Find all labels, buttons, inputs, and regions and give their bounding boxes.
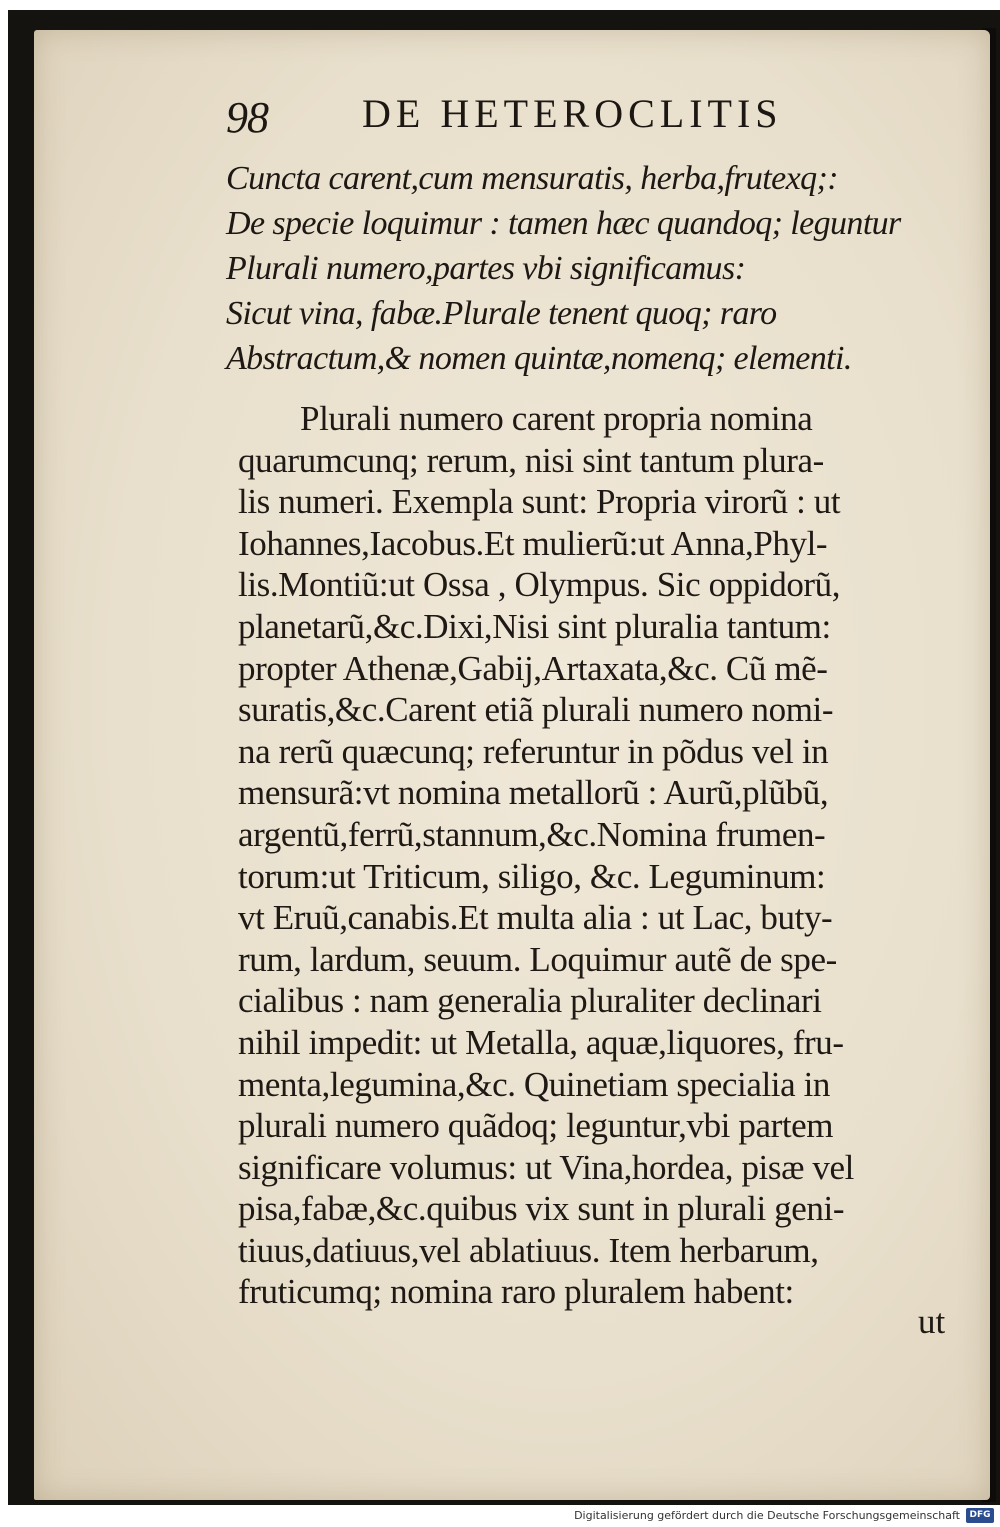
catchword: ut <box>918 1302 946 1341</box>
verse-line: Sicut vina, fabæ.Plurale tenent quoq; raro <box>226 295 777 332</box>
prose-line: quarumcunq; rerum, nisi sint tantum plura- <box>238 440 824 480</box>
prose-line: planetarũ,&c.Dixi,Nisi sint pluralia tantum: <box>238 606 831 646</box>
prose-line: significare volumus: ut Vina,hordea, pisæ vel <box>238 1147 854 1187</box>
dfg-logo-icon: DFG <box>966 1508 994 1523</box>
verse-line: Plurali numero,partes vbi significamus: <box>226 250 746 287</box>
prose-line: suratis,&c.Carent etiã plurali numero nomi- <box>238 690 834 730</box>
prose-line: propter Athenæ,Gabij,Artaxata,&c. Cũ mẽ- <box>238 648 828 688</box>
prose-line: nihil impedit: ut Metalla, aquæ,liquores, fru- <box>238 1022 844 1062</box>
page-title: DE HETEROCLITIS <box>362 91 783 136</box>
prose-line: lis.Montiũ:ut Ossa , Olympus. Sic oppidorũ, <box>238 565 841 605</box>
page-number: 98 <box>226 93 268 142</box>
prose-line: cialibus : nam generalia pluraliter declinari <box>238 981 822 1021</box>
prose-line: torum:ut Triticum, siligo, &c. Leguminum: <box>238 856 826 896</box>
prose-line: Iohannes,Iacobus.Et mulierũ:ut Anna,Phyl- <box>238 523 828 563</box>
verse-line: Cuncta carent,cum mensuratis, herba,frutexq;: <box>226 160 838 197</box>
prose-line: plurali numero quãdoq; leguntur,vbi partem <box>238 1106 834 1146</box>
prose-line: Plurali numero carent propria nomina <box>300 399 813 438</box>
prose-line: argentũ,ferrũ,stannum,&c.Nomina frumen- <box>238 814 826 854</box>
digitization-credit: Digitalisierung gefördert durch die Deutsche Forschungsgemeinschaft <box>574 1509 960 1522</box>
prose-line: vt Eruũ,canabis.Et multa alia : ut Lac, buty- <box>238 898 833 938</box>
prose-line: na rerũ quæcunq; referuntur in põdus vel in <box>238 731 829 771</box>
prose-line: pisa,fabæ,&c.quibus vix sunt in plurali geni- <box>238 1189 845 1229</box>
prose-line: rum, lardum, seuum. Loquimur autẽ de spe- <box>238 939 837 979</box>
running-head <box>226 86 866 146</box>
prose-line: mensurã:vt nomina metallorũ : Aurũ,plũbũ, <box>238 773 829 813</box>
footer <box>0 1507 1000 1527</box>
prose-line: lis numeri. Exempla sunt: Propria virorũ : ut <box>238 482 841 522</box>
prose-line: menta,legumina,&c. Quinetiam specialia in <box>238 1064 831 1104</box>
prose-block <box>238 398 968 1313</box>
verse-line: Abstractum,& nomen quintæ,nomenq; elementi. <box>226 340 852 377</box>
verse-block <box>226 156 956 381</box>
prose-line: tiuus,datiuus,vel ablatiuus. Item herbarum, <box>238 1230 819 1270</box>
verse-line: De specie loquimur : tamen hæc quandoq; leguntur <box>226 205 901 242</box>
prose-line: fruticumq; nomina raro pluralem habent: <box>238 1272 794 1312</box>
